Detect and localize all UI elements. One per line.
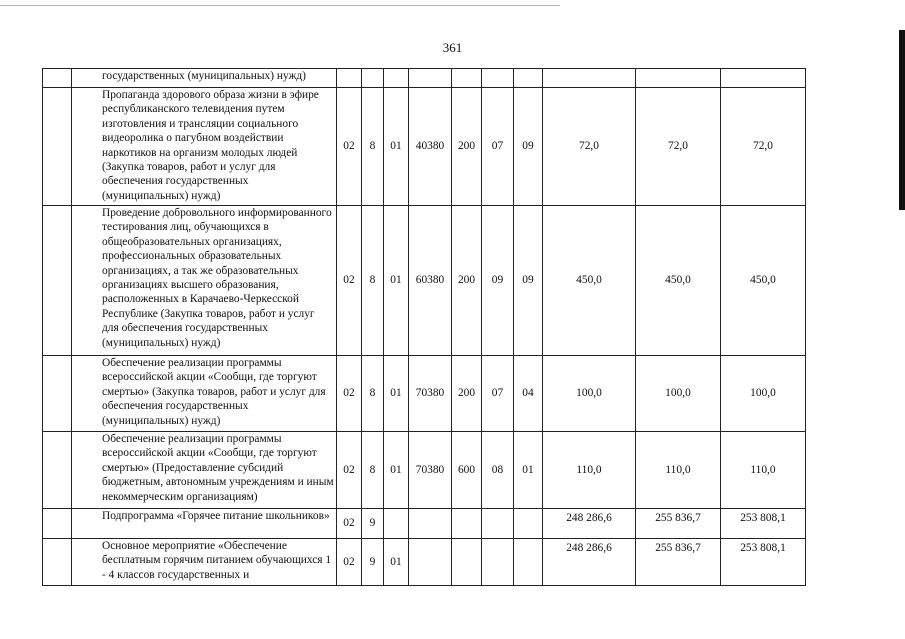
amount-year-3-cell xyxy=(721,69,806,88)
pp-code-cell xyxy=(362,69,384,88)
amount-year-3-cell: 450,0 xyxy=(721,206,806,356)
gp-code-cell: 02 xyxy=(337,432,362,509)
gp-code-cell: 02 xyxy=(337,509,362,539)
scan-edge-mark xyxy=(899,30,905,210)
gp-code-cell: 02 xyxy=(337,206,362,356)
pp-code-cell: 9 xyxy=(362,539,384,586)
gp-code-cell: 02 xyxy=(337,539,362,586)
expense-type-code-cell: 200 xyxy=(452,356,482,432)
amount-year-1-cell: 110,0 xyxy=(543,432,636,509)
subsection-code-cell xyxy=(514,69,543,88)
row-number-cell xyxy=(43,432,72,509)
amount-year-3-cell: 110,0 xyxy=(721,432,806,509)
row-number-cell xyxy=(43,206,72,356)
table-row xyxy=(43,356,806,432)
row-number-cell xyxy=(43,88,72,206)
item-name-cell: Пропаганда здорового образа жизни в эфире республиканского телевидения путем изготовления и трансляции социального видеоролика о пагубном воздействии наркотиков на организм молодых людей (Закупка товаров, работ и услуг для обеспечения государственных (муниципальных) нужд) xyxy=(72,88,337,206)
direction-code-cell xyxy=(409,509,452,539)
budget-table xyxy=(42,68,806,586)
om-code-cell: 01 xyxy=(384,539,409,586)
subsection-code-cell xyxy=(514,509,543,539)
direction-code-cell: 70380 xyxy=(409,356,452,432)
top-rule xyxy=(0,5,560,6)
expense-type-code-cell: 600 xyxy=(452,432,482,509)
amount-year-2-cell: 72,0 xyxy=(636,88,721,206)
expense-type-code-cell xyxy=(452,539,482,586)
expense-type-code-cell xyxy=(452,69,482,88)
om-code-cell: 01 xyxy=(384,88,409,206)
section-code-cell xyxy=(482,509,514,539)
item-name-cell: государственных (муниципальных) нужд) xyxy=(72,69,337,88)
expense-type-code-cell: 200 xyxy=(452,206,482,356)
amount-year-2-cell: 100,0 xyxy=(636,356,721,432)
amount-year-1-cell: 100,0 xyxy=(543,356,636,432)
pp-code-cell: 9 xyxy=(362,509,384,539)
amount-year-1-cell: 248 286,6 xyxy=(543,509,636,539)
amount-year-1-cell xyxy=(543,69,636,88)
om-code-cell: 01 xyxy=(384,206,409,356)
om-code-cell: 01 xyxy=(384,356,409,432)
amount-year-2-cell: 255 836,7 xyxy=(636,539,721,586)
row-number-cell xyxy=(43,69,72,88)
item-name-cell: Проведение добровольного информированного тестирования лиц, обучающихся в общеобразовательных организациях, профессиональных образовательных организациях, а так же образовательных организациях высшего образования, расположенных в Карачаево-Черкесской Республике (Закупка товаров, работ и услуг для обеспечения государственных (муниципальных) нужд) xyxy=(72,206,337,356)
subsection-code-cell: 09 xyxy=(514,206,543,356)
gp-code-cell: 02 xyxy=(337,88,362,206)
direction-code-cell xyxy=(409,539,452,586)
amount-year-1-cell: 450,0 xyxy=(543,206,636,356)
table-row xyxy=(43,206,806,356)
subsection-code-cell: 01 xyxy=(514,432,543,509)
direction-code-cell: 60380 xyxy=(409,206,452,356)
gp-code-cell: 02 xyxy=(337,356,362,432)
pp-code-cell: 8 xyxy=(362,432,384,509)
item-name-cell: Подпрограмма «Горячее питание школьников» xyxy=(72,509,337,539)
amount-year-2-cell xyxy=(636,69,721,88)
section-code-cell xyxy=(482,69,514,88)
direction-code-cell: 40380 xyxy=(409,88,452,206)
expense-type-code-cell: 200 xyxy=(452,88,482,206)
om-code-cell: 01 xyxy=(384,432,409,509)
pp-code-cell: 8 xyxy=(362,356,384,432)
row-number-cell xyxy=(43,539,72,586)
direction-code-cell xyxy=(409,69,452,88)
table-row xyxy=(43,539,806,586)
amount-year-2-cell: 255 836,7 xyxy=(636,509,721,539)
row-number-cell xyxy=(43,356,72,432)
expense-type-code-cell xyxy=(452,509,482,539)
section-code-cell: 08 xyxy=(482,432,514,509)
section-code-cell: 07 xyxy=(482,88,514,206)
pp-code-cell: 8 xyxy=(362,88,384,206)
item-name-cell: Обеспечение реализации программы всероссийской акции «Сообщи, где торгуют смертью» (Предоставление субсидий бюджетным, автономным учреждениям и иным некоммерческим организациям) xyxy=(72,432,337,509)
table-row xyxy=(43,432,806,509)
direction-code-cell: 70380 xyxy=(409,432,452,509)
amount-year-1-cell: 248 286,6 xyxy=(543,539,636,586)
amount-year-3-cell: 72,0 xyxy=(721,88,806,206)
item-name-cell: Основное мероприятие «Обеспечение бесплатным горячим питанием обучающихся 1 - 4 классов государственных и xyxy=(72,539,337,586)
table-row xyxy=(43,509,806,539)
amount-year-1-cell: 72,0 xyxy=(543,88,636,206)
amount-year-2-cell: 110,0 xyxy=(636,432,721,509)
om-code-cell xyxy=(384,509,409,539)
table-row xyxy=(43,69,806,88)
row-number-cell xyxy=(43,509,72,539)
amount-year-3-cell: 253 808,1 xyxy=(721,509,806,539)
subsection-code-cell xyxy=(514,539,543,586)
amount-year-3-cell: 100,0 xyxy=(721,356,806,432)
subsection-code-cell: 04 xyxy=(514,356,543,432)
pp-code-cell: 8 xyxy=(362,206,384,356)
item-name-cell: Обеспечение реализации программы всероссийской акции «Сообщи, где торгуют смертью» (Закупка товаров, работ и услуг для обеспечения государственных (муниципальных) нужд) xyxy=(72,356,337,432)
om-code-cell xyxy=(384,69,409,88)
amount-year-2-cell: 450,0 xyxy=(636,206,721,356)
amount-year-3-cell: 253 808,1 xyxy=(721,539,806,586)
page-number: 361 xyxy=(442,40,463,55)
subsection-code-cell: 09 xyxy=(514,88,543,206)
section-code-cell: 09 xyxy=(482,206,514,356)
section-code-cell: 07 xyxy=(482,356,514,432)
section-code-cell xyxy=(482,539,514,586)
table-row xyxy=(43,88,806,206)
gp-code-cell xyxy=(337,69,362,88)
